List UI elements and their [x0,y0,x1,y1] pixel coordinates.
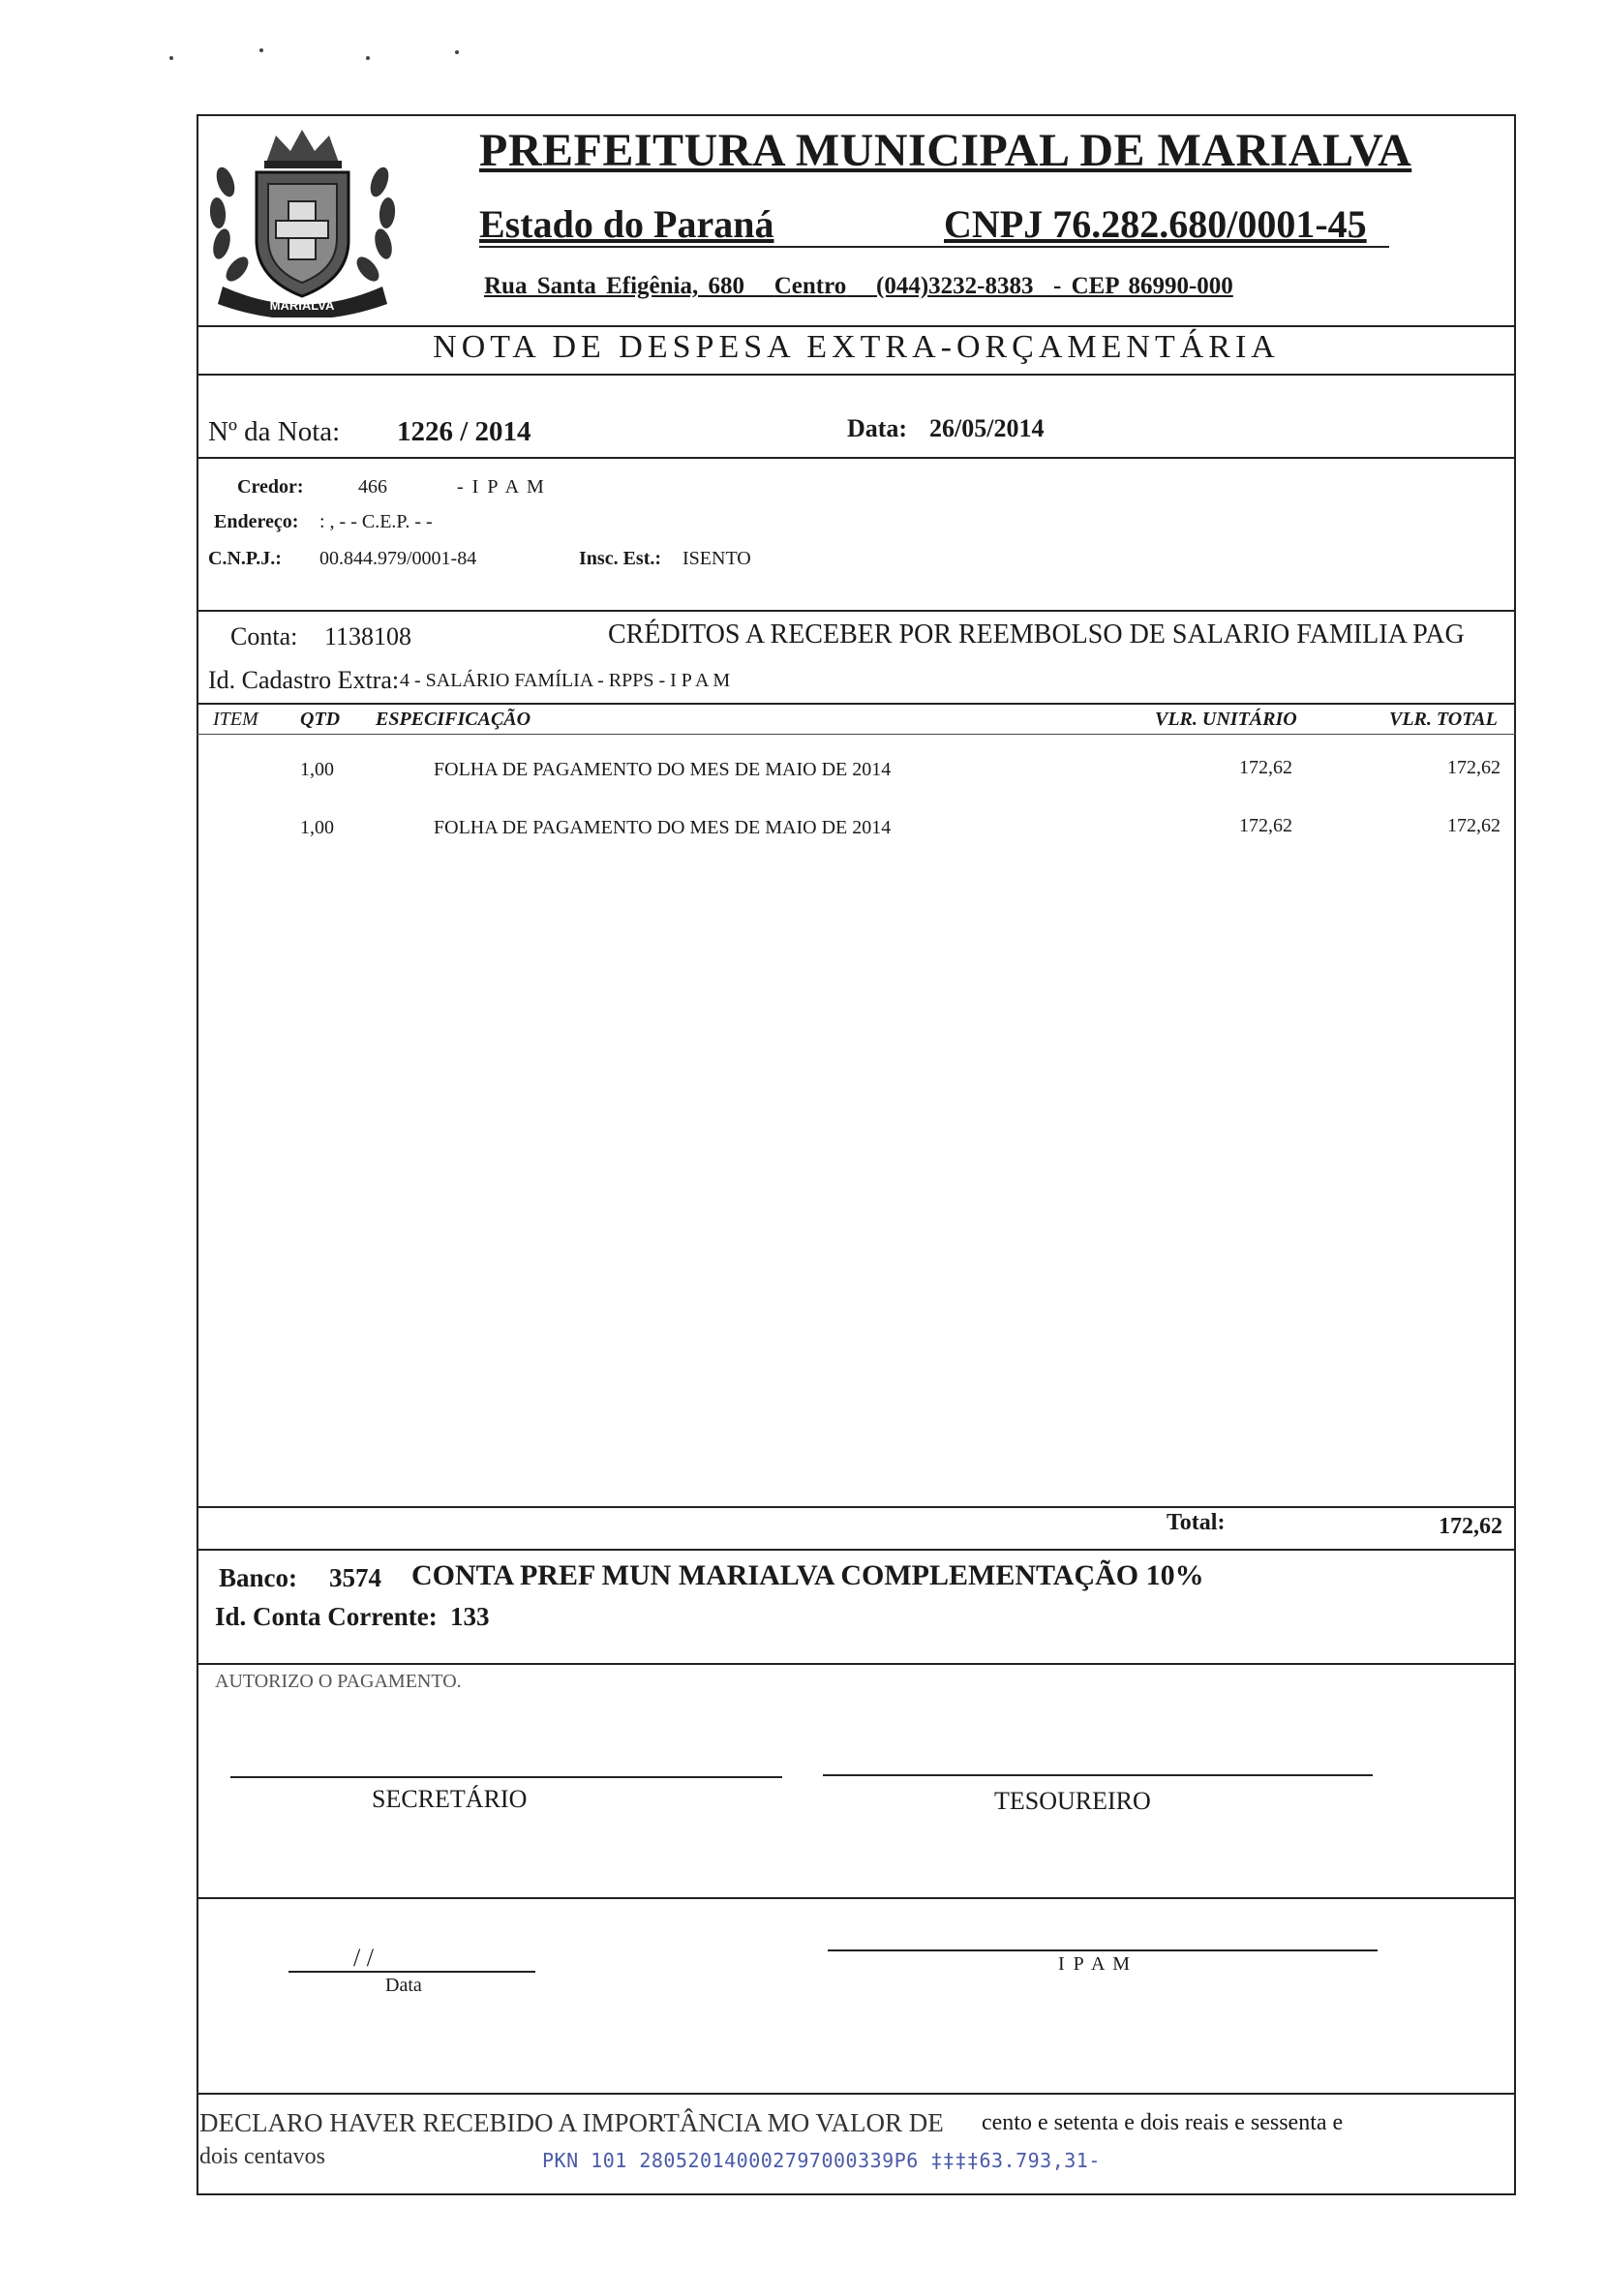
row-spec: FOLHA DE PAGAMENTO DO MES DE MAIO DE 2014 [434,759,892,780]
row-total: 172,62 [1447,757,1501,778]
municipal-seal-icon [198,124,407,317]
row-spec: FOLHA DE PAGAMENTO DO MES DE MAIO DE 2014 [434,817,892,838]
nota-number: 1226 / 2014 [397,416,531,447]
nota-date-label: Data: [847,414,908,442]
credor-label: Credor: [237,476,304,498]
row-unit: 172,62 [1239,757,1292,778]
conta-corrente-value: 133 [450,1602,490,1631]
divider [197,734,1516,735]
row-qtd: 1,00 [300,759,334,780]
prefeitura-address [484,273,1233,300]
conta-label: Conta: [230,622,298,650]
nota-number-label: Nº da Nota: [208,416,341,447]
receiver-label: I P A M [1058,1953,1133,1975]
row-unit: 172,62 [1239,815,1292,836]
divider [197,325,1516,327]
page-title: PREFEITURA MUNICIPAL DE MARIALVA [479,125,1412,176]
credor-name: - I P A M [457,476,546,498]
conta-description: CRÉDITOS A RECEBER POR REEMBOLSO DE SALARIO FAMILIA PAG [608,619,1465,650]
svg-text:MARIALVA: MARIALVA [269,298,335,313]
banco-label: Banco: [219,1563,297,1592]
prefeitura-cnpj: CNPJ 76.282.680/0001-45 [944,202,1367,246]
credor-cnpj: 00.844.979/0001-84 [319,548,477,569]
conta-number: 1138108 [324,622,412,650]
tesoureiro-label: TESOUREIRO [994,1787,1151,1815]
address-phone: (044)3232-8383 [876,273,1034,299]
divider [197,374,1516,376]
signature-line-ipam [828,1949,1378,1951]
divider [197,2093,1516,2095]
col-header-qtd: QTD [300,709,341,730]
col-header-vlr-unitario: VLR. UNITÁRIO [1155,709,1297,730]
valor-extenso-line2: dois centavos [199,2144,325,2169]
divider [197,610,1516,612]
nota-date: 26/05/2014 [929,414,1045,442]
header-underline [479,246,1389,248]
date-slashes: / / [353,1944,374,1972]
address-district: Centro [773,273,847,299]
total-label: Total: [1167,1510,1226,1535]
authentication-stamp: PKN 101 280520140002797000339P6 ‡‡‡‡63.793,31- [542,2149,1101,2172]
banco-name: CONTA PREF MUN MARIALVA COMPLEMENTAÇÃO 10% [411,1559,1204,1591]
conta-corrente-label: Id. Conta Corrente: [215,1602,438,1631]
date-line [288,1971,535,1973]
address-street: Rua Santa Efigênia, 680 [484,273,744,299]
col-header-vlr-total: VLR. TOTAL [1389,709,1498,730]
divider [197,1549,1516,1551]
divider [197,703,1516,705]
credor-cnpj-label: C.N.P.J.: [208,548,282,569]
address-cep: - CEP 86990-000 [1053,273,1233,299]
total-value: 172,62 [1439,1514,1502,1539]
divider [197,1663,1516,1665]
col-header-especificacao: ESPECIFICAÇÃO [376,709,531,730]
date-label: Data [385,1975,422,1996]
row-qtd: 1,00 [300,817,334,838]
signature-line-tesoureiro [823,1774,1373,1776]
signature-line-secretario [230,1776,782,1778]
col-header-item: ITEM [213,709,258,730]
insc-est-value: ISENTO [682,548,751,569]
banco-code: 3574 [329,1563,381,1592]
autorizo-text: AUTORIZO O PAGAMENTO. [215,1671,462,1692]
endereco-label: Endereço: [214,511,299,532]
secretario-label: SECRETÁRIO [372,1785,528,1813]
cadastro-extra-value: 4 - SALÁRIO FAMÍLIA - RPPS - I P A M [400,670,731,691]
document-title: NOTA DE DESPESA EXTRA-ORÇAMENTÁRIA [433,329,1280,365]
divider [197,457,1516,459]
divider [197,1897,1516,1899]
credor-code: 466 [358,476,387,498]
endereco-value: : , - - C.E.P. - - [319,511,433,532]
valor-extenso-line1: cento e setenta e dois reais e sessenta e [982,2110,1344,2135]
row-total: 172,62 [1447,815,1501,836]
cadastro-extra-label: Id. Cadastro Extra: [208,666,400,694]
insc-est-label: Insc. Est.: [579,548,662,569]
declaracao-text: DECLARO HAVER RECEBIDO A IMPORTÂNCIA MO VALOR DE [199,2108,944,2137]
state-label: Estado do Paraná [479,202,774,246]
divider [197,1506,1516,1508]
